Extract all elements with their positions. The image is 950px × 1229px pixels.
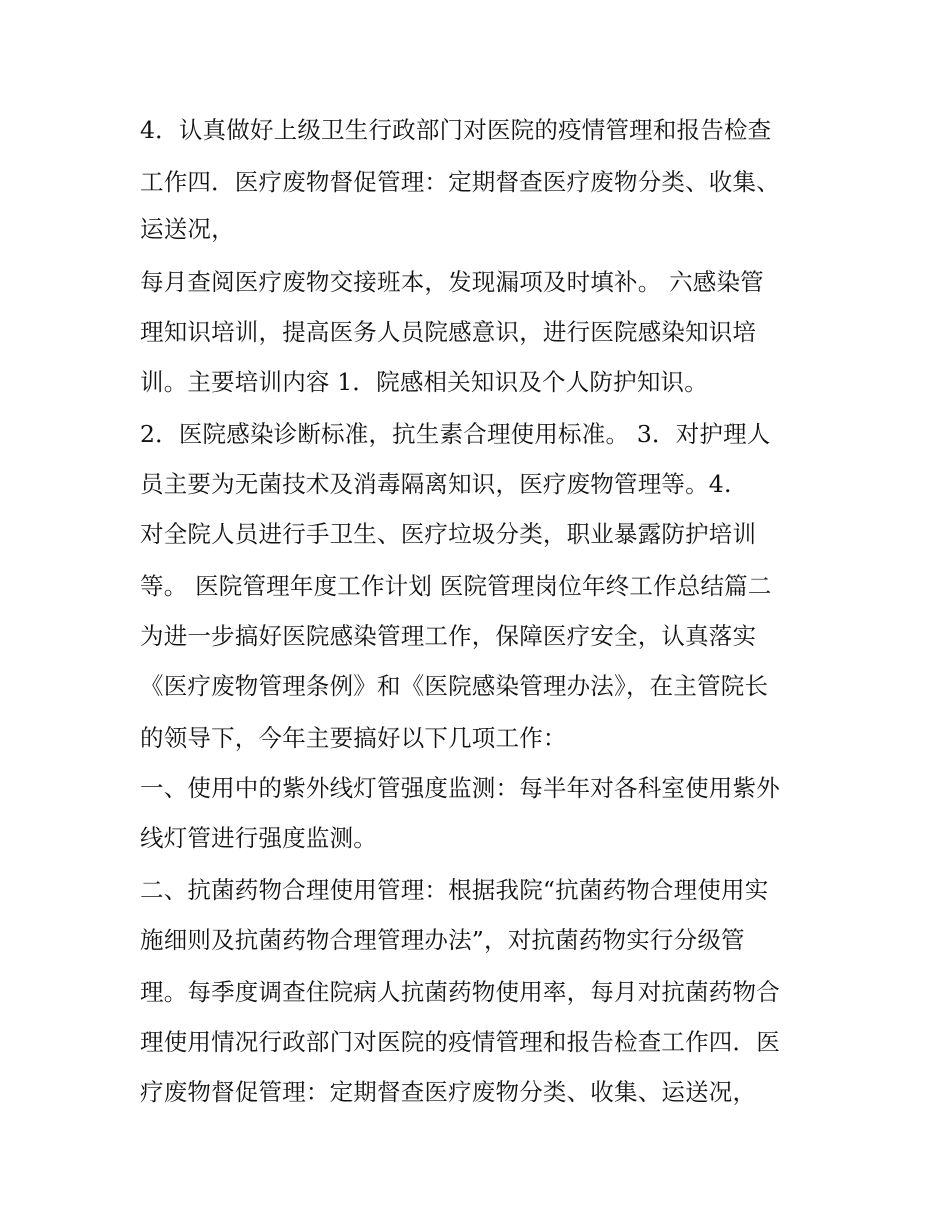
text-line: 等。 医院管理年度工作计划 医院管理岗位年终工作总结篇二: [140, 572, 772, 600]
text-line: 训。主要培训内容 1．院感相关知识及个人防护知识。: [140, 368, 708, 396]
text-line: 一、使用中的紫外线灯管强度监测：每半年对各科室使用紫外: [140, 774, 780, 802]
text-line: 工作四．医疗废物督促管理：定期督查医疗废物分类、收集、: [140, 168, 780, 196]
text-line: 4．认真做好上级卫生行政部门对医院的疫情管理和报告检查: [140, 116, 772, 144]
text-line: 2．医院感染诊断标准，抗生素合理使用标准。 3．对护理人: [140, 420, 771, 448]
text-line: 理知识培训，提高医务人员院感意识，进行医院感染知识培: [140, 318, 757, 346]
text-line: 《医疗废物管理条例》和《医院感染管理办法》，在主管院长: [140, 672, 769, 700]
text-line: 员主要为无菌技术及消毒隔离知识，医疗废物管理等。4.: [140, 470, 732, 498]
text-line: 二、抗菌药物合理使用管理：根据我院“抗菌药物合理使用实: [140, 876, 769, 904]
text-line: 每月查阅医疗废物交接班本，发现漏项及时填补。 六感染管: [140, 268, 764, 296]
text-line: 的领导下，今年主要搞好以下几项工作：: [140, 724, 567, 752]
text-line: 线灯管进行强度监测。: [140, 824, 377, 852]
text-line: 为进一步搞好医院感染管理工作，保障医疗安全，认真落实: [140, 622, 757, 650]
text-line: 理使用情况行政部门对医院的疫情管理和报告检查工作四．医: [140, 1028, 780, 1056]
text-line: 理。每季度调查住院病人抗菌药物使用率，每月对抗菌药物合: [140, 978, 780, 1006]
text-line: 疗废物督促管理：定期督查医疗废物分类、收集、运送况，: [140, 1078, 757, 1106]
text-line: 运送况，: [140, 215, 235, 243]
text-line: 对全院人员进行手卫生、医疗垃圾分类，职业暴露防护培训: [140, 520, 757, 548]
text-line: 施细则及抗菌药物合理管理办法”，对抗菌药物实行分级管: [140, 926, 745, 954]
